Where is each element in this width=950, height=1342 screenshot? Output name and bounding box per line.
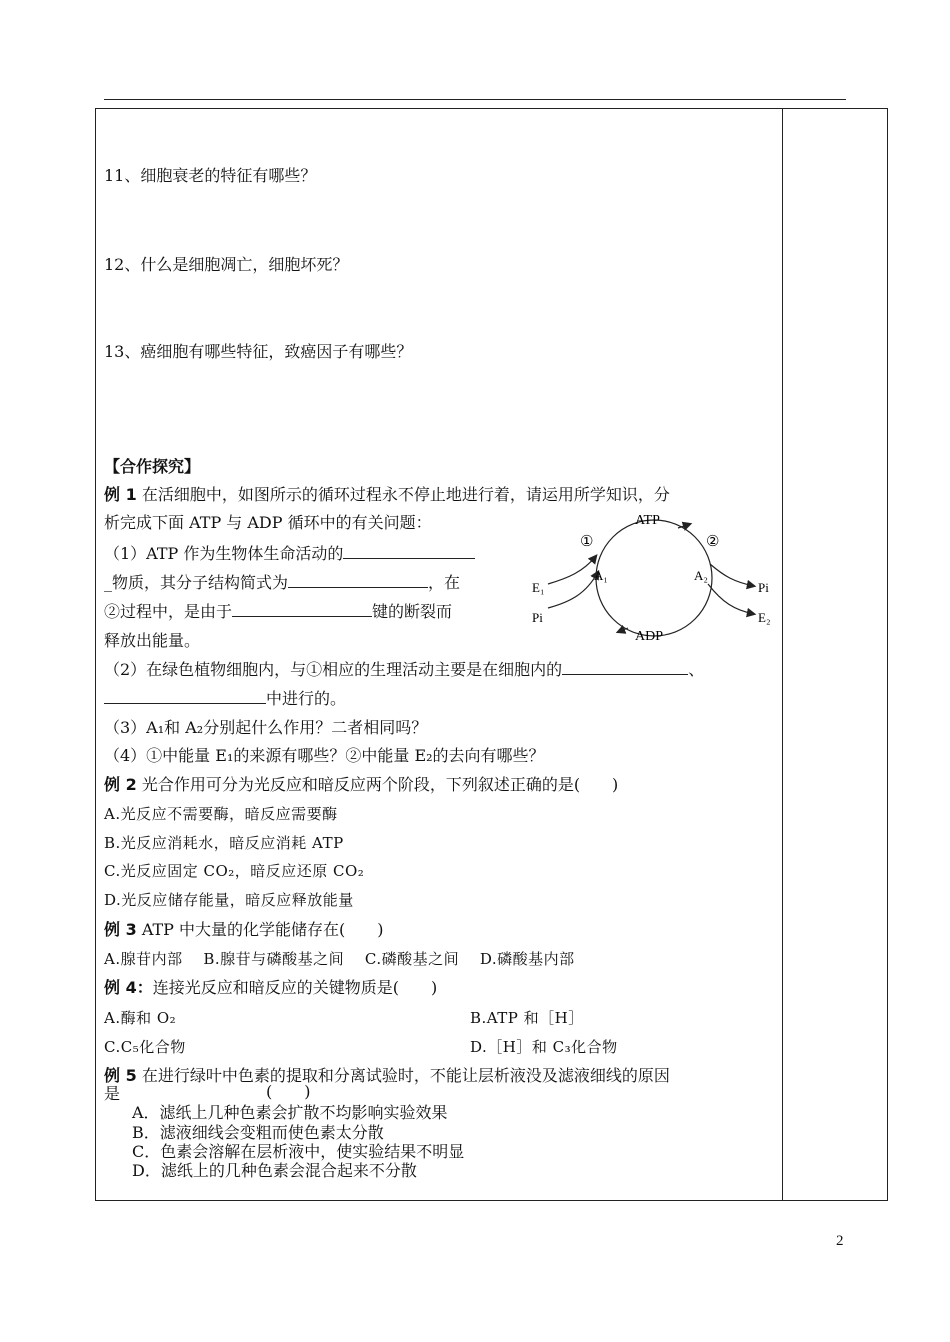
question-13: 13、癌细胞有哪些特征，致癌因子有哪些？	[104, 342, 413, 361]
example-3-options: A.腺苷内部 B.腺苷与磷酸基之间 C.磷酸基之间 D.磷酸基内部	[104, 950, 575, 968]
header-rule	[104, 99, 846, 100]
example-5-answer-paren: ( )	[266, 1082, 311, 1101]
part-1-text-d: ②过程中，是由于	[104, 602, 233, 621]
part-1-text-a: （1）ATP 作为生物体生命活动的	[104, 544, 344, 563]
arrow-pi-in	[548, 572, 598, 608]
example-1-part-1-line-2	[104, 573, 460, 593]
atp-adp-cycle-diagram	[528, 506, 778, 646]
part-1-text-e: 键的断裂而	[372, 602, 453, 621]
part-2-text-b: 、	[688, 660, 705, 679]
example-1-part-4: （4）①中能量 E₁的来源有哪些？②中能量 E₂的去向有哪些？	[104, 746, 545, 765]
table-column-divider	[782, 108, 783, 1201]
example-1-text: 在活细胞中，如图所示的循环过程永不停止地进行着，请运用所学知识，分	[141, 485, 670, 504]
answer-blank-5[interactable]	[104, 689, 266, 704]
section-title: 【合作探究】	[104, 457, 201, 476]
part-2-text-a: （2）在绿色植物细胞内，与①相应的生理活动主要是在细胞内的	[104, 660, 563, 679]
example-2-option-a: A.光反应不需要酶，暗反应需要酶	[104, 805, 338, 823]
example-3-text: ATP 中大量的化学能储存在( )	[141, 920, 384, 939]
example-3-label: 例 3	[104, 920, 137, 939]
example-2-option-c: C.光反应固定 CO₂，暗反应还原 CO₂	[104, 862, 365, 880]
label-adp: ADP	[635, 629, 664, 644]
page-number: 2	[836, 1233, 844, 1249]
arrow-e1-in	[548, 556, 596, 584]
part-1-text-c: ，在	[428, 573, 461, 592]
example-1-label: 例 1	[104, 485, 137, 504]
label-pi-right: Pi	[758, 580, 769, 595]
example-2-text: 光合作用可分为光反应和暗反应两个阶段，下列叙述正确的是( )	[141, 775, 619, 794]
answer-blank-2[interactable]	[288, 573, 428, 588]
example-5-text: 在进行绿叶中色素的提取和分离试验时，不能让层析液没及滤液细线的原因	[141, 1066, 670, 1085]
example-2-option-d: D.光反应储存能量，暗反应释放能量	[104, 891, 354, 909]
example-4-text: 连接光反应和暗反应的关键物质是( )	[152, 978, 438, 997]
example-1-part-2-line-2	[104, 689, 346, 709]
example-1-part-2-line-1	[104, 660, 704, 680]
part-2-text-c: 中进行的。	[266, 689, 347, 708]
example-4-option-b: B.ATP 和［H］	[470, 1009, 584, 1027]
question-12: 12、什么是细胞凋亡，细胞坏死？	[104, 255, 349, 274]
arrow-e2-out	[708, 584, 754, 614]
example-4-stem	[104, 978, 437, 998]
arrow-pi-out	[710, 564, 754, 586]
answer-blank-3[interactable]	[232, 602, 372, 617]
label-e1: E₁	[532, 580, 545, 595]
example-5-option-a: A．滤纸上几种色素会扩散不均影响实验效果	[132, 1103, 448, 1122]
label-e2: E₂	[758, 610, 771, 625]
example-1-part-1-line-3	[104, 602, 452, 622]
example-1-part-3: （3）A₁和 A₂分别起什么作用？二者相同吗？	[104, 718, 428, 737]
example-1-part-1-line-4: 释放出能量。	[104, 631, 201, 650]
label-atp: ATP	[635, 513, 660, 528]
example-1-line-2: 析完成下面 ATP 与 ADP 循环中的有关问题：	[104, 513, 432, 532]
example-5-label: 例 5	[104, 1066, 137, 1085]
example-4-option-d: D.［H］和 C₃化合物	[470, 1038, 618, 1056]
answer-blank-4[interactable]	[562, 660, 688, 675]
example-2-option-b: B.光反应消耗水，暗反应消耗 ATP	[104, 834, 344, 852]
example-1-line-1	[104, 485, 670, 505]
example-5-option-b: B．滤液细线会变粗而使色素太分散	[132, 1123, 384, 1142]
example-4-option-a: A.酶和 O₂	[104, 1009, 177, 1027]
example-2-label: 例 2	[104, 775, 137, 794]
example-1-part-1-line-1	[104, 544, 475, 564]
example-5-stem	[104, 1066, 670, 1086]
example-2-stem	[104, 775, 618, 795]
example-5-stem-2: 是	[104, 1084, 121, 1103]
label-pi-left: Pi	[532, 610, 543, 625]
example-4-option-c: C.C₅化合物	[104, 1038, 186, 1056]
arrow-to-adp	[618, 628, 628, 632]
label-a2: A₂	[694, 568, 708, 583]
answer-blank-1[interactable]	[343, 544, 475, 559]
label-step-1: ①	[580, 534, 594, 550]
example-4-label: 例 4：	[104, 978, 153, 997]
example-5-option-c: C．色素会溶解在层析液中，使实验结果不明显	[132, 1142, 465, 1161]
part-1-text-b: _物质，其分子结构简式为	[104, 573, 289, 592]
question-11: 11、细胞衰老的特征有哪些？	[104, 166, 317, 185]
example-5-option-d: D．滤纸上的几种色素会混合起来不分散	[132, 1161, 417, 1180]
label-step-2: ②	[706, 534, 720, 550]
example-3-stem	[104, 920, 384, 940]
label-a1: A₁	[594, 568, 608, 583]
